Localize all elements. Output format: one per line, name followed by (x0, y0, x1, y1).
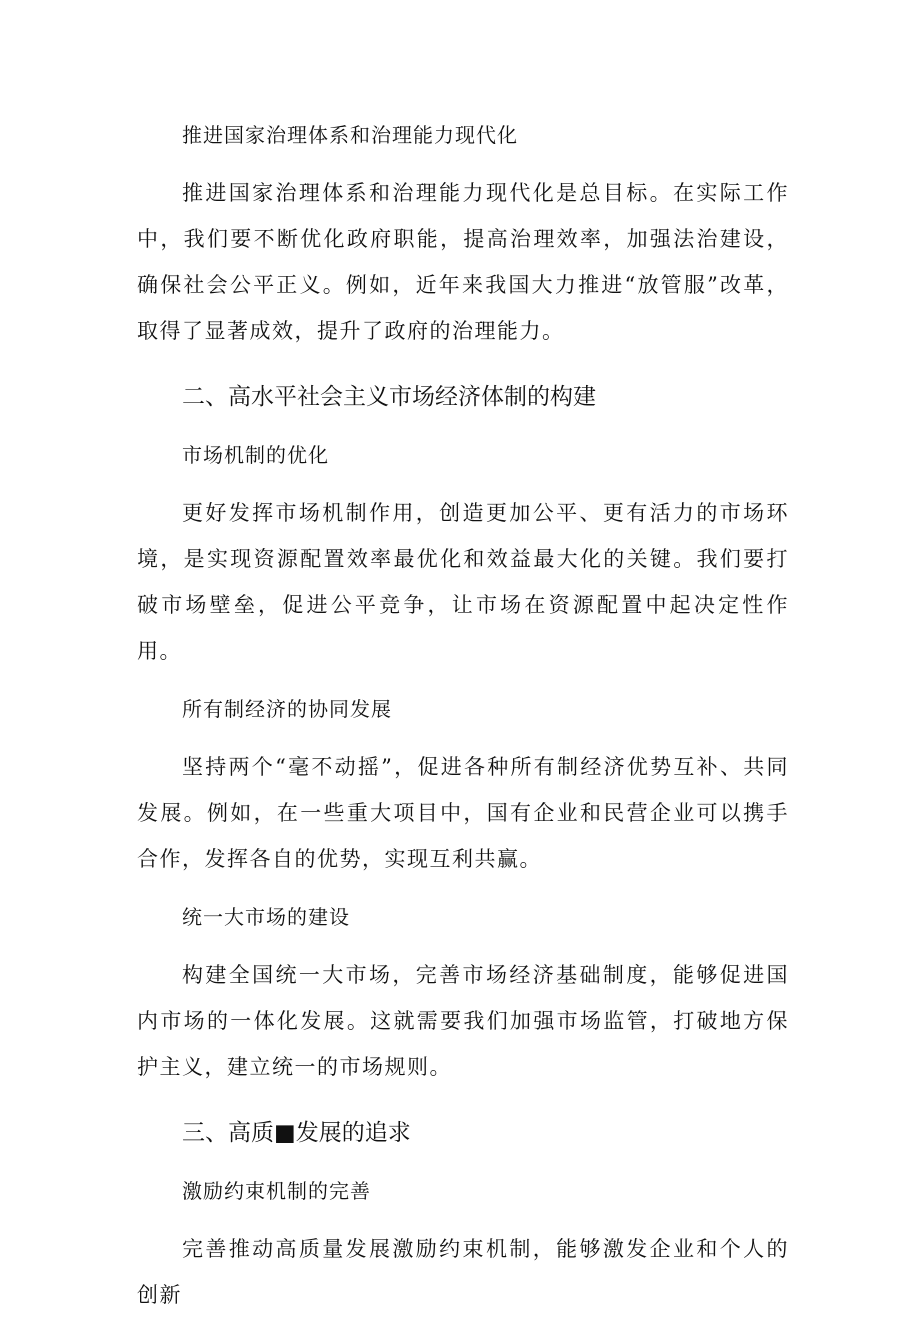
heading-section-3: 三、高质■发展的追求 (182, 1120, 411, 1146)
paragraph-unified-market: 构建全国统一大市场，完善市场经济基础制度，能够促进国内市场的一体化发展。这就需要我们加强市场监管，打破地方保护主义，建立统一的市场规则。 (137, 963, 789, 1079)
subheading-governance-modernization: 推进国家治理体系和治理能力现代化 (182, 123, 518, 147)
subheading-unified-market: 统一大市场的建设 (182, 905, 350, 929)
subheading-ownership-economy: 所有制经济的协同发展 (182, 697, 392, 721)
subheading-incentive-mechanism: 激励约束机制的完善 (182, 1179, 371, 1203)
subheading-market-mechanism: 市场机制的优化 (182, 443, 329, 467)
paragraph-market-mechanism: 更好发挥市场机制作用，创造更加公平、更有活力的市场环境，是实现资源配置效率最优化和效益最大化的关键。我们要打破市场壁垒，促进公平竞争，让市场在资源配置中起决定性作用。 (137, 501, 789, 663)
document-body (137, 112, 789, 1318)
paragraph-ownership-economy: 坚持两个“毫不动摇”，促进各种所有制经济优势互补、共同发展。例如，在一些重大项目中，国有企业和民营企业可以携手合作，发挥各自的优势，实现互利共赢。 (137, 755, 789, 871)
paragraph-governance-modernization: 推进国家治理体系和治理能力现代化是总目标。在实际工作中，我们要不断优化政府职能，提高治理效率，加强法治建设，确保社会公平正义。例如，近年来我国大力推进“放管服”改革，取得了显著成效，提升了政府的治理能力。 (137, 181, 789, 343)
heading-section-2: 二、高水平社会主义市场经济体制的构建 (182, 384, 596, 410)
paragraph-incentive-mechanism: 完善推动高质量发展激励约束机制，能够激发企业和个人的创新 (137, 1237, 789, 1307)
